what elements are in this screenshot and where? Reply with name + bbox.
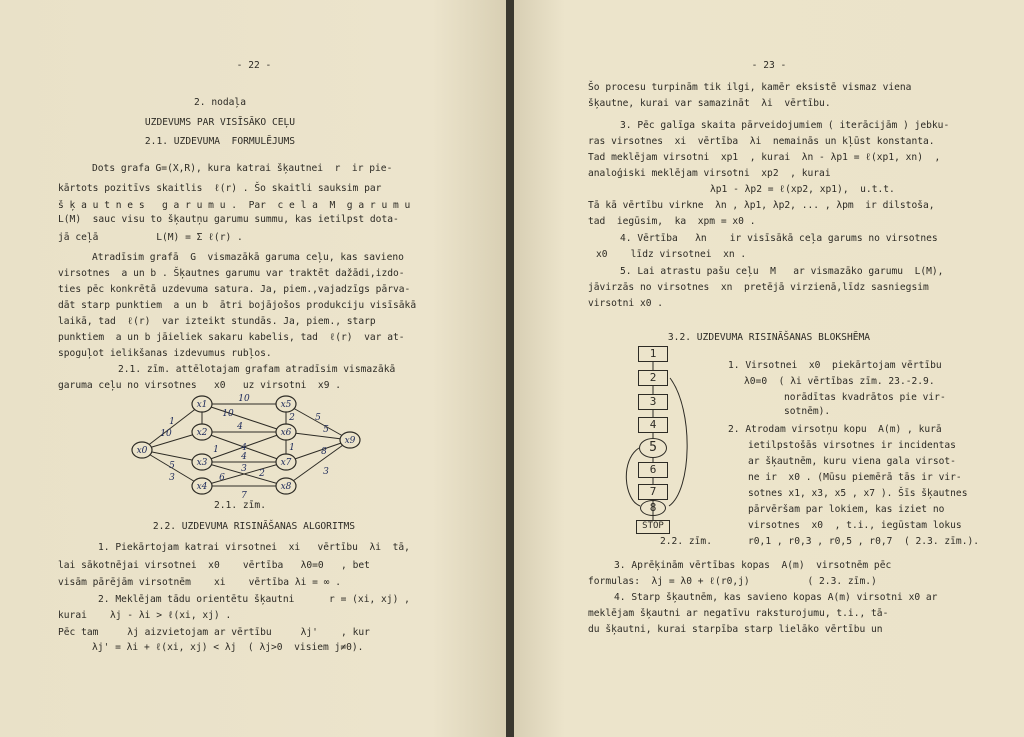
edge-weight: 5 — [169, 461, 175, 471]
text-line: ras virsotnes xi vērtība λi nemainās un kļūst konstanta. — [588, 136, 935, 147]
edge-weight: 3 — [241, 464, 247, 474]
graph-node-label: x8 — [280, 482, 292, 492]
text-line: virsotni x0 . — [588, 298, 664, 309]
step-line: sotnēm). — [784, 406, 831, 417]
step-line: ietilpstošās virsotnes ir incidentas — [748, 440, 956, 451]
left-page — [0, 0, 508, 737]
graph-node-label: x0 — [136, 446, 148, 456]
flowchart-block: 7 — [638, 484, 668, 500]
edge-weight: 1 — [169, 417, 175, 427]
flowchart-block: 4 — [638, 417, 668, 433]
edge-weight: 5 — [315, 413, 321, 423]
edge-weight: 10 — [160, 429, 172, 439]
chapter-title: UZDEVUMS PAR VISĪSĀKO CEĻU — [144, 117, 296, 128]
edge-weight: 5 — [323, 425, 329, 435]
step-line: ne ir x0 . (Mūsu piemērā tās ir vir- — [748, 472, 962, 483]
step-line: 3. Aprēķinām vērtības kopas A(m) virsotnēm pēc — [614, 560, 892, 571]
step-line: formulas: λj = λ0 + ℓ(r0,j) ( 2.3. zīm.) — [588, 576, 877, 587]
edge-weight: 10 — [222, 409, 234, 419]
edge-weight: 2 — [289, 413, 295, 423]
edge-weight: 4 — [241, 443, 247, 453]
algorithm-line: λj' = λi + ℓ(xi, xj) < λj ( λj>0 visiem j≠0). — [92, 642, 364, 653]
text-line: analoģiski meklējam virsotni xp2 , kurai — [588, 168, 831, 179]
edge-weight: 8 — [321, 447, 327, 457]
edge-weight: 2 — [259, 469, 265, 479]
flowchart-block: 1 — [638, 346, 668, 362]
text-line: jā ceļā L(M) = Σ ℓ(r) . — [58, 232, 243, 243]
step-line: ar šķautnēm, kuru viena gala virsot- — [748, 456, 956, 467]
algorithm-line: Pēc tam λj aizvietojam ar vērtību λj' , kur — [58, 627, 370, 638]
step-line: λ0=0 ( λi vērtības zīm. 23.-2.9. — [744, 376, 935, 387]
text-line: spoguļot ielikšanas izdevumus rubļos. — [58, 348, 272, 359]
algorithm-line: visām pārējām virsotnēm xi vērtība λi = ∞ . — [58, 577, 342, 588]
graph-node-label: x1 — [196, 400, 208, 410]
flowchart-block: 2 — [638, 370, 668, 386]
flowchart-block: 8 — [640, 500, 666, 516]
step-line: virsotnes x0 , t.i., iegūstam lokus — [748, 520, 962, 531]
chapter-heading: 2. nodaļa — [194, 97, 246, 108]
step-line: sotnes x1, x3, x5 , x7 ). Šīs šķautnes — [748, 488, 968, 499]
text-line: Tad meklējam virsotni xp1 , kurai λn - λp1 = ℓ(xp1, xn) , — [588, 152, 941, 163]
graph-figure-2-1 — [120, 392, 370, 504]
text-line: garuma ceļu no virsotnes x0 uz virsotni x9 . — [58, 380, 342, 391]
step-line: r0,1 , r0,3 , r0,5 , r0,7 ( 2.3. zīm.). — [748, 536, 980, 547]
text-line: Atradīsim grafā G vismazākā garuma ceļu, kas savieno — [92, 252, 404, 263]
figure-caption-2-1: 2.1. zīm. — [214, 500, 266, 511]
figure-caption-2-2: 2.2. zīm. — [660, 536, 712, 547]
graph-node-label: x5 — [280, 400, 292, 410]
text-line: Tā kā vērtību virkne λn , λp1, λp2, ... , λpm ir dilstoša, — [588, 200, 935, 211]
section-2-1-heading: 2.1. UZDEVUMA FORMULĒJUMS — [144, 136, 296, 147]
algorithm-line: kurai λj - λi > ℓ(xi, xj) . — [58, 610, 232, 621]
section-2-2-heading: 2.2. UZDEVUMA RISINĀŠANAS ALGORITMS — [152, 521, 356, 532]
graph-node-label: x4 — [196, 482, 208, 492]
step-line: du šķautni, kurai starpība starp lielāko vērtību un — [588, 624, 883, 635]
text-line: 4. Vērtība λn ir visīsākā ceļa garums no virsotnes — [620, 233, 938, 244]
text-line: kārtots pozitīvs skaitlis ℓ(r) . Šo skaitli sauksim par — [58, 183, 382, 194]
graph-node-label: x2 — [196, 428, 208, 438]
text-line: š ķ a u t n e s g a r u m u . Par c e l a M g a r u m u — [58, 200, 411, 211]
edge-weight: 10 — [238, 394, 250, 404]
edge-weight: 4 — [237, 422, 243, 432]
edge-weight: 4 — [241, 452, 247, 462]
edge-weight: 7 — [241, 491, 247, 501]
algorithm-line: 2. Meklējam tādu orientētu šķautni r = (xi, xj) , — [98, 594, 410, 605]
text-line: Šo procesu turpinām tik ilgi, kamēr eksistē vismaz viena — [588, 82, 912, 93]
text-line: λp1 - λp2 = ℓ(xp2, xp1), u.t.t. — [710, 184, 895, 195]
algorithm-line: lai sākotnējai virsotnei x0 vērtība λ0=0 , bet — [58, 560, 370, 571]
text-line: šķautne, kurai var samazināt λi vērtību. — [588, 98, 831, 109]
section-3-2-heading: 3.2. UZDEVUMA RISINĀŠANAS BLOKSHĒMA — [667, 332, 871, 343]
text-line: 2.1. zīm. attēlotajam grafam atradīsim vismazākā — [118, 364, 396, 375]
edge-weight: 3 — [323, 467, 329, 477]
text-line: jāvirzās no virsotnes xn pretējā virzienā,līdz sasniegsim — [588, 282, 929, 293]
text-line: L(M) sauc visu to šķautņu garumu summu, kas ietilpst dota- — [58, 214, 399, 225]
step-line: meklējam šķautni ar negatīvu raksturojumu, t.i., tā- — [588, 608, 889, 619]
edge-weight: 6 — [219, 473, 225, 483]
page-number-left: - 22 - — [236, 60, 272, 71]
text-line: ties pēc konkrētā uzdevuma satura. Ja, piem.,vajadzīgs pārva- — [58, 284, 411, 295]
step-line: 2. Atrodam virsotņu kopu A(m) , kurā — [728, 424, 942, 435]
text-line: tad iegūsim, ka xpm = x0 . — [588, 216, 756, 227]
graph-node-label: x9 — [344, 436, 356, 446]
step-line: 4. Starp šķautnēm, kas savieno kopas A(m) virsotni x0 ar — [614, 592, 938, 603]
graph-node-label: x6 — [280, 428, 292, 438]
text-line: virsotnes a un b . Šķautnes garumu var traktēt dažādi,izdo- — [58, 268, 405, 279]
flowchart-decision: 5 — [639, 438, 667, 458]
edge-weight: 3 — [169, 473, 175, 483]
graph-node-label: x7 — [280, 458, 292, 468]
algorithm-line: 1. Piekārtojam katrai virsotnei xi vērtību λi tā, — [98, 542, 410, 553]
step-line: norādītas kvadrātos pie vir- — [784, 392, 946, 403]
flowchart-stop: STOP — [636, 520, 670, 534]
edge-weight: 1 — [289, 443, 295, 453]
text-line: Dots grafa G=(X,R), kura katrai šķautnei r ir pie- — [92, 163, 393, 174]
page-number-right: - 23 - — [751, 60, 787, 71]
step-line: 1. Virsotnei x0 piekārtojam vērtību — [728, 360, 942, 371]
text-line: dāt starp punktiem a un b ātri bojājošos produkciju visīsākā — [58, 300, 417, 311]
text-line: 3. Pēc galīga skaita pārveidojumiem ( iterācijām ) jebku- — [620, 120, 950, 131]
graph-node-label: x3 — [196, 458, 208, 468]
right-page — [514, 0, 1024, 737]
text-line: 5. Lai atrastu pašu ceļu M ar vismazāko garumu L(M), — [620, 266, 944, 277]
text-line: x0 līdz virsotnei xn . — [596, 249, 747, 260]
edge-weight: 1 — [213, 445, 219, 455]
flowchart-arrows — [614, 350, 694, 530]
text-line: laikā, tad ℓ(r) var izteikt stundās. Ja, piem., starp — [58, 316, 376, 327]
step-line: pārvēršam par lokiem, kas iziet no — [748, 504, 945, 515]
text-line: punktiem a un b jāieliek sakaru kabelis, tad ℓ(r) var at- — [58, 332, 405, 343]
flowchart-block: 3 — [638, 394, 668, 410]
flowchart-block: 6 — [638, 462, 668, 478]
